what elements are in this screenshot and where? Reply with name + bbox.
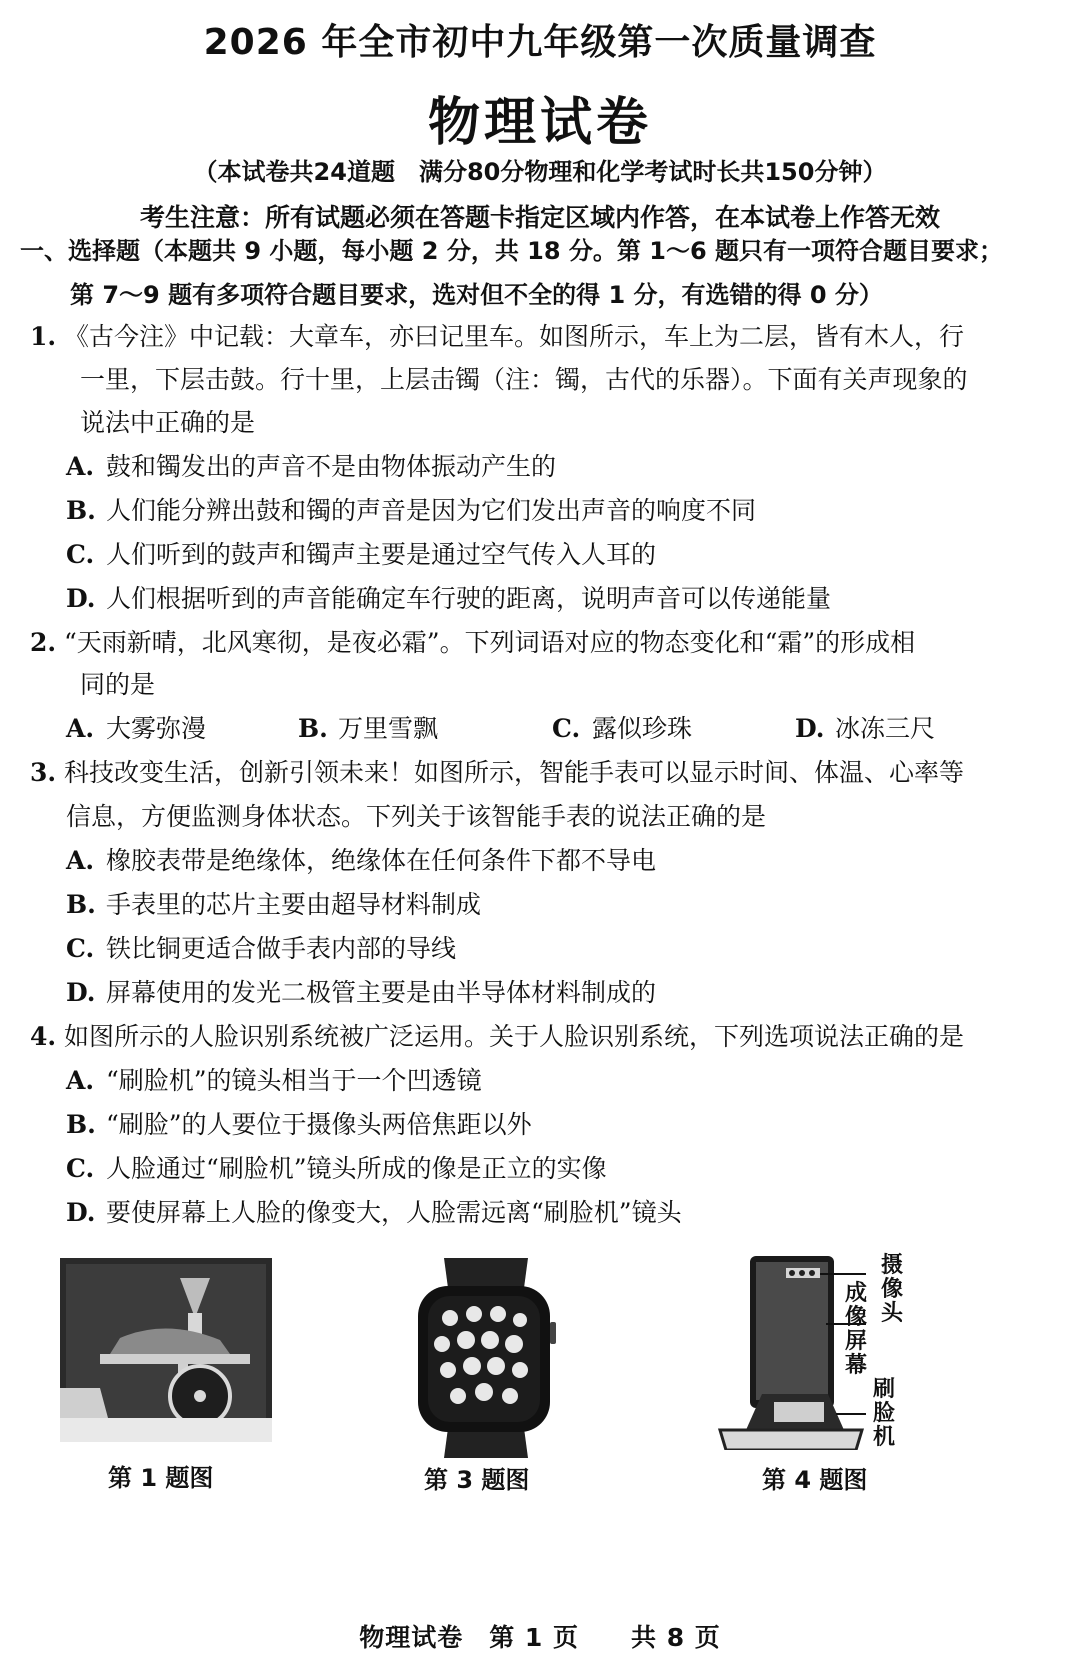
option-text: 橡胶表带是绝缘体，绝缘体在任何条件下都不导电 (106, 846, 657, 875)
option-1c (66, 540, 656, 570)
option-4a (66, 1066, 482, 1096)
option-letter: C. (66, 1154, 95, 1183)
figure-3-caption: 第 3 题图 (424, 1466, 530, 1494)
option-3d (66, 978, 656, 1008)
option-text: 人们听到的鼓声和镯声主要是通过空气传入人耳的 (106, 540, 657, 569)
option-letter: B. (66, 496, 96, 525)
question-stem: 同的是 (80, 670, 156, 699)
option-text: 鼓和镯发出的声音不是由物体振动产生的 (106, 452, 557, 481)
option-text: 手表里的芯片主要由超导材料制成 (106, 890, 482, 919)
option-3b (66, 890, 481, 920)
option-letter: D. (66, 1198, 96, 1227)
question-number: 4. (30, 1022, 57, 1051)
option-3a (66, 846, 656, 876)
option-2a (66, 714, 206, 744)
section-heading-cont: 第 7～9 题有多项符合题目要求，选对但不全的得 1 分，有选错的得 0 分） (70, 281, 883, 309)
question-number: 1. (30, 322, 57, 351)
question-1 (30, 322, 964, 352)
option-letter: C. (66, 540, 95, 569)
option-letter: A. (66, 1066, 95, 1095)
question-stem: 说法中正确的是 (80, 408, 256, 437)
figure-4-label-camera: 摄像头 (880, 1253, 903, 1326)
exam-info: （本试卷共24道题 满分80分物理和化学考试时长共150分钟） (193, 158, 887, 186)
page-footer: 物理试卷 第 1 页 共 8 页 (359, 1623, 721, 1652)
option-text: 大雾弥漫 (106, 714, 207, 743)
question-3 (30, 758, 964, 788)
question-stem: 《古今注》中记载：大章车，亦曰记里车。如图所示，车上为二层，皆有木人，行 (64, 322, 965, 351)
subject-title: 物理试卷 (427, 93, 652, 153)
option-text: 屏幕使用的发光二极管主要是由半导体材料制成的 (106, 978, 657, 1007)
option-letter: A. (66, 714, 95, 743)
option-letter: D. (795, 714, 825, 743)
option-text: 人们能分辨出鼓和镯的声音是因为它们发出声音的响度不同 (106, 496, 757, 525)
question-number: 2. (30, 628, 57, 657)
option-2d (795, 714, 935, 744)
question-2 (30, 628, 915, 658)
exam-notice: 考生注意：所有试题必须在答题卡指定区域内作答，在本试卷上作答无效 (139, 203, 940, 232)
question-stem: 如图所示的人脸识别系统被广泛运用。关于人脸识别系统，下列选项说法正确的是 (64, 1022, 965, 1051)
option-text: 人们根据听到的声音能确定车行驶的距离，说明声音可以传递能量 (106, 584, 832, 613)
option-letter: B. (66, 890, 96, 919)
figure-4-caption: 第 4 题图 (762, 1466, 868, 1494)
option-text: “刷脸”的人要位于摄像头两倍焦距以外 (106, 1110, 532, 1139)
option-letter: D. (66, 584, 96, 613)
figure-1-caption: 第 1 题图 (108, 1464, 214, 1492)
question-stem: 信息，方便监测身体状态。下列关于该智能手表的说法正确的是 (66, 802, 767, 831)
figure-3-smartwatch (414, 1258, 558, 1458)
option-4d (66, 1198, 682, 1228)
option-text: 要使屏幕上人脸的像变大，人脸需远离“刷脸机”镜头 (106, 1198, 682, 1227)
option-letter: C. (66, 934, 95, 963)
option-text: 露似珍珠 (592, 714, 693, 743)
option-4b (66, 1110, 532, 1140)
option-2c (552, 714, 692, 744)
section-heading: 一、选择题（本题共 9 小题，每小题 2 分，共 18 分。第 1～6 题只有一项符合题目要求； (20, 237, 1004, 265)
figure-4-label-screen: 成像屏幕 (844, 1281, 867, 1378)
option-text: 万里雪飘 (338, 714, 439, 743)
question-stem: “天雨新晴，北风寒彻，是夜必霜”。下列词语对应的物态变化和“霜”的形成相 (64, 628, 916, 657)
option-letter: B. (66, 1110, 96, 1139)
option-letter: C. (552, 714, 581, 743)
exam-title: 2026 年全市初中九年级第一次质量调查 (203, 22, 877, 63)
question-stem: 科技改变生活，创新引领未来！如图所示，智能手表可以显示时间、体温、心率等 (64, 758, 965, 787)
option-text: 冰冻三尺 (835, 714, 936, 743)
option-letter: A. (66, 846, 95, 875)
option-1b (66, 496, 756, 526)
figure-4-label-machine: 刷脸机 (872, 1377, 895, 1450)
option-text: 人脸通过“刷脸机”镜头所成的像是正立的实像 (106, 1154, 607, 1183)
option-3c (66, 934, 456, 964)
option-2b (298, 714, 438, 744)
question-4 (30, 1022, 964, 1052)
option-1d (66, 584, 831, 614)
option-letter: D. (66, 978, 96, 1007)
figure-1-cart-photo (60, 1258, 272, 1442)
option-4c (66, 1154, 607, 1184)
option-text: “刷脸机”的镜头相当于一个凹透镜 (106, 1066, 482, 1095)
option-text: 铁比铜更适合做手表内部的导线 (106, 934, 457, 963)
option-letter: A. (66, 452, 95, 481)
question-number: 3. (30, 758, 57, 787)
question-stem: 一里，下层击鼓。行十里，上层击镯（注：镯，古代的乐器）。下面有关声现象的 (80, 365, 968, 394)
option-1a (66, 452, 556, 482)
option-letter: B. (298, 714, 328, 743)
